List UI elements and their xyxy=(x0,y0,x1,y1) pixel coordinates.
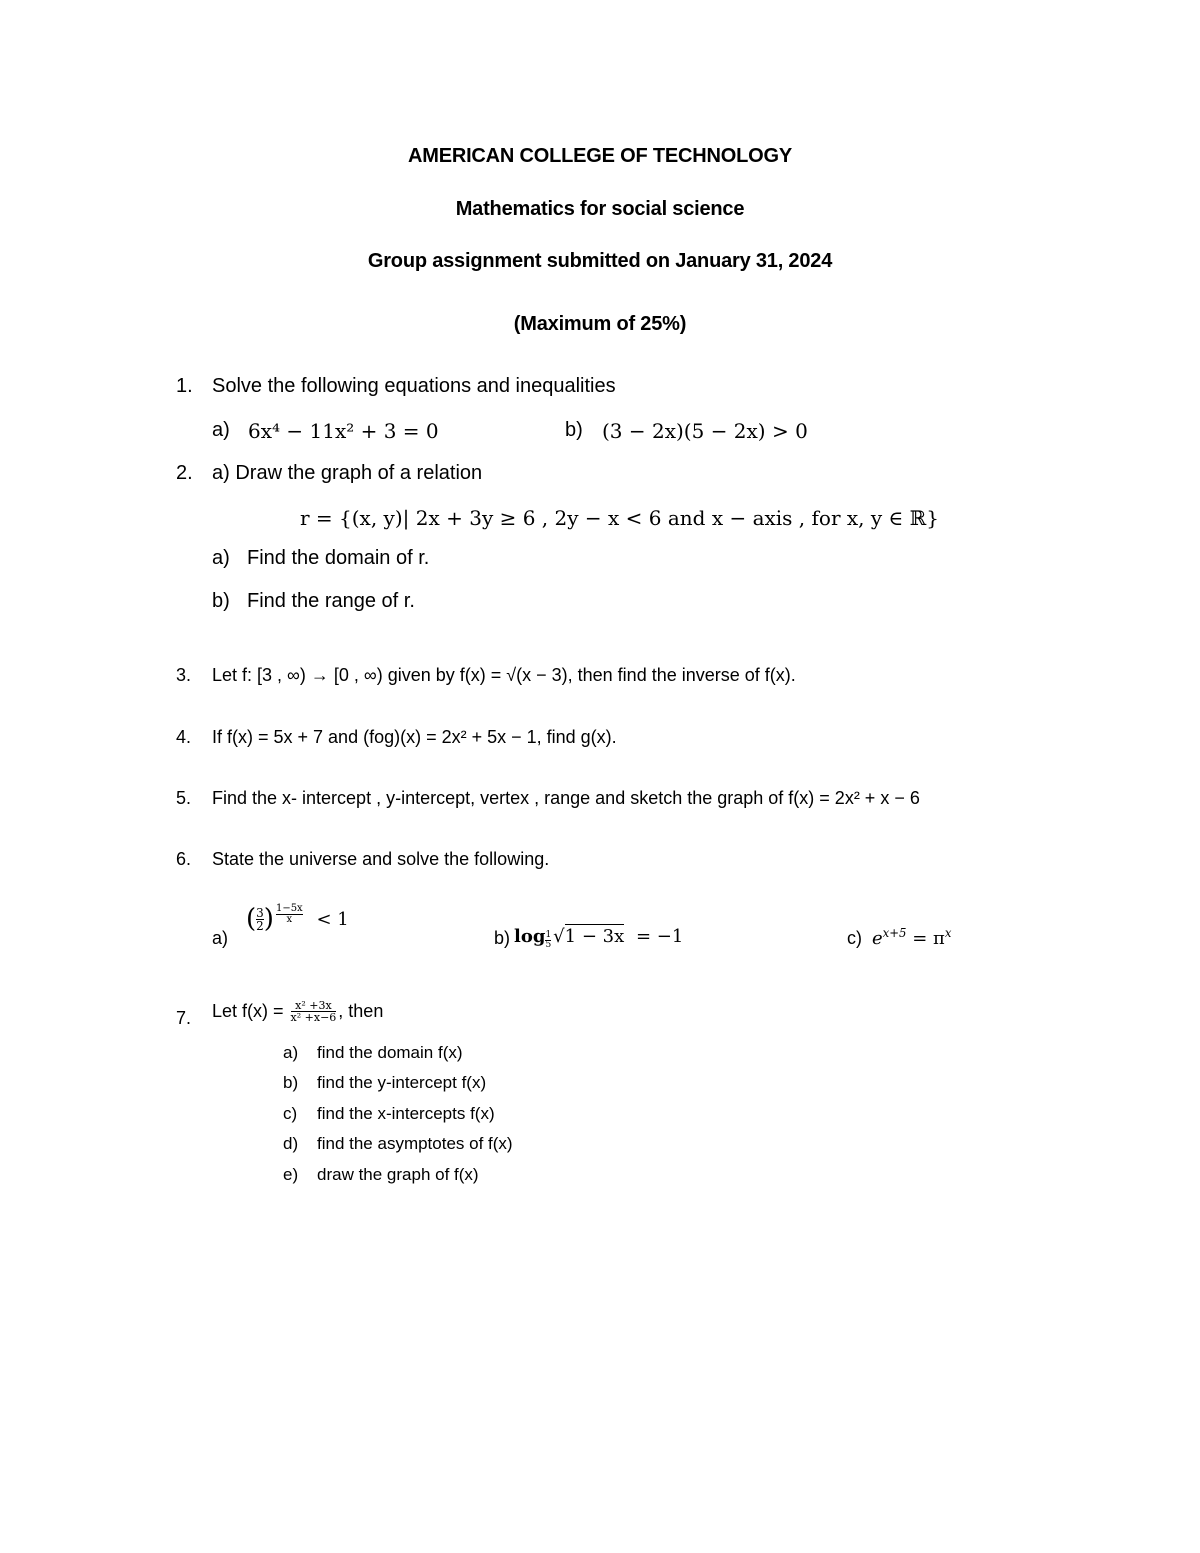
course-title: Mathematics for social science xyxy=(455,198,745,220)
q7e-text: draw the graph of f(x) xyxy=(317,1165,479,1184)
q7c-text: find the x-intercepts f(x) xyxy=(317,1104,495,1123)
q6b-base-den: 5 xyxy=(545,939,552,950)
q7b-label: b) xyxy=(283,1073,299,1092)
q6-number: 6. xyxy=(176,849,192,869)
assignment-line: Group assignment submitted on January 31, 2024 xyxy=(367,250,833,272)
q6a-base-den: 2 xyxy=(256,918,264,933)
q2-relation: r = {(x, y)| 2x + 3y ≥ 6 , 2y − x < 6 and x − axis , for x, y ∈ ℝ} xyxy=(300,506,940,530)
q6a-expression: ( $\frac{3}{2}$ ) $\frac{1-5x}{x}$ < 1 xyxy=(246,903,349,934)
college-name: AMERICAN COLLEGE OF TECHNOLOGY xyxy=(407,145,792,167)
q2a-text: Find the domain of r. xyxy=(247,547,430,569)
q4-text: If f(x) = 5x + 7 and (fog)(x) = 2x² + 5x − 1, find g(x). xyxy=(212,727,617,747)
q6a-exp-den: x xyxy=(276,914,303,925)
q2b-text: Find the range of r. xyxy=(247,590,415,612)
q6c-expression xyxy=(872,926,951,949)
q7-frac-den: x² +x−6 xyxy=(290,1011,337,1024)
q6c-exp2: x xyxy=(944,926,952,940)
q2a-label: a) xyxy=(212,547,230,569)
q7e-label: e) xyxy=(283,1165,299,1184)
q7-lead-line xyxy=(212,1000,383,1023)
q5-number: 5. xyxy=(176,788,192,808)
q6c-exp: x+5 xyxy=(882,926,907,940)
q7d-label: d) xyxy=(283,1134,299,1153)
q6c-base: e xyxy=(872,928,883,949)
q3-text: Let f: [3 , ∞) → [0 , ∞) given by f(x) = √(x − 3), then find the inverse of f(x). xyxy=(212,665,796,685)
q2-prompt: a) Draw the graph of a relation xyxy=(212,462,483,484)
q7c-label: c) xyxy=(283,1104,298,1123)
q1b-label: b) xyxy=(565,419,583,441)
q6c-mid: = π xyxy=(906,928,945,949)
q1a-expression: 6x⁴ − 11x² + 3 = 0 xyxy=(248,419,439,443)
maximum-line: (Maximum of 25%) xyxy=(513,313,687,335)
q6a-label: a) xyxy=(212,928,229,948)
q6a-base-num: 3 xyxy=(256,905,264,920)
q7d-text: find the asymptotes of f(x) xyxy=(317,1134,513,1153)
q7-number: 7. xyxy=(176,1008,192,1028)
q5-text: Find the x- intercept , y-intercept, vertex , range and sketch the graph of f(x) = 2x² + x − 6 xyxy=(212,788,920,808)
q6a-exp-num: 1−5x xyxy=(275,903,303,914)
q1a-label: a) xyxy=(212,419,230,441)
q6b-expression: log $\frac{1}{5}$ √1 − 3x = −1 xyxy=(514,926,684,950)
q6-text: State the universe and solve the following. xyxy=(212,849,550,869)
q6b-label: b) xyxy=(494,928,511,948)
q6b-base-num: 1 xyxy=(545,929,552,940)
q7-frac-num: x² +3x xyxy=(295,999,332,1012)
q6a-exponent xyxy=(276,904,303,925)
q6b-radicand: 1 − 3x xyxy=(564,926,625,947)
q1-prompt: Solve the following equations and inequalities xyxy=(212,375,616,397)
q4-number: 4. xyxy=(176,727,192,747)
q2b-label: b) xyxy=(212,590,230,612)
q6c-label: c) xyxy=(847,928,862,948)
q1-number: 1. xyxy=(176,375,193,397)
q7b-text: find the y-intercept f(x) xyxy=(317,1073,487,1092)
q6a-base-fraction xyxy=(256,907,264,932)
q7a-label: a) xyxy=(283,1043,299,1062)
q7a-text: find the domain f(x) xyxy=(317,1043,463,1062)
q1b-expression: (3 − 2x)(5 − 2x) > 0 xyxy=(602,419,808,443)
q6b-rest: = −1 xyxy=(635,926,684,947)
q3-number: 3. xyxy=(176,665,192,685)
q7-tail: , then xyxy=(338,1001,384,1021)
q7-lead: Let f(x) = xyxy=(212,1001,284,1021)
q7-fraction xyxy=(291,1000,337,1023)
q6b-base xyxy=(545,931,551,950)
q2-number: 2. xyxy=(176,462,193,484)
q6a-rest: < 1 xyxy=(316,908,349,930)
q6b-log: log xyxy=(514,926,546,947)
